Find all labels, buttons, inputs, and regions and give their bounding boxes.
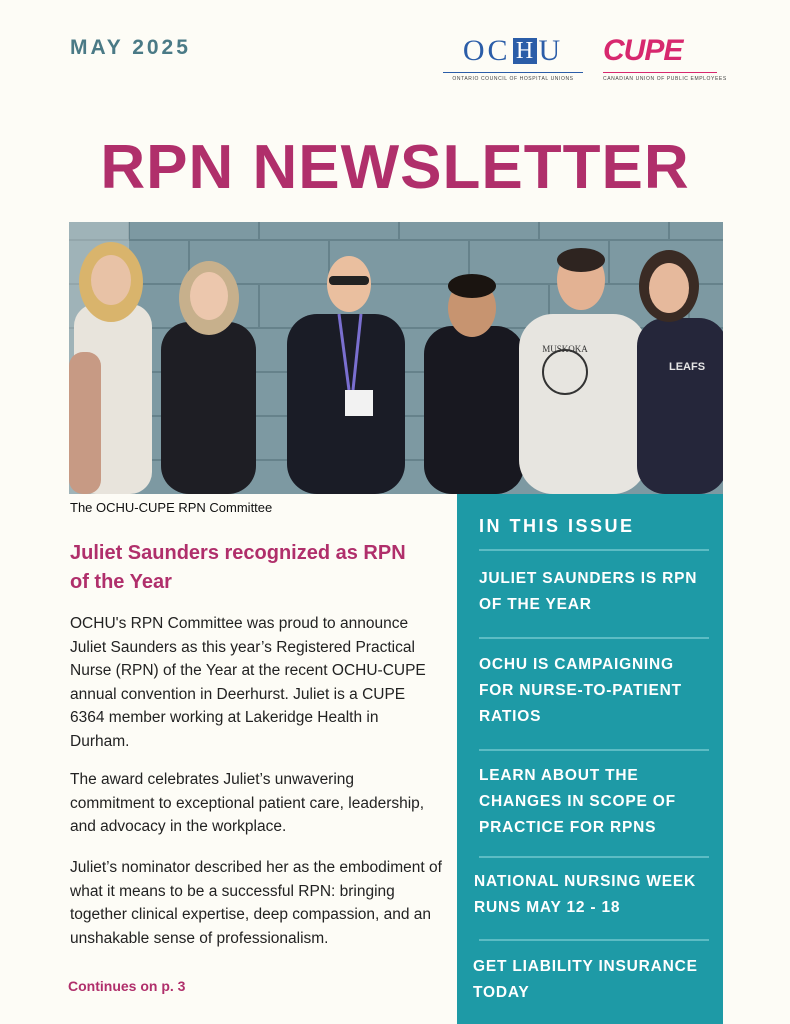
ochu-text-box: H	[513, 38, 537, 64]
sidebar-item-nurse-ratios[interactable]: OCHU IS CAMPAIGNING FOR NURSE-TO-PATIENT RATIOS	[479, 656, 682, 725]
leafs-shirt-text: LEAFS	[669, 361, 706, 373]
ochu-logo	[443, 34, 583, 82]
cupe-subtitle: CANADIAN UNION OF PUBLIC EMPLOYEES	[603, 76, 727, 82]
in-this-issue-sidebar	[457, 494, 723, 1024]
sidebar-item-scope-of-practice[interactable]: LEARN ABOUT THE CHANGES IN SCOPE OF PRACTICE FOR RPNS	[479, 767, 676, 836]
article-paragraph-3: Juliet’s nominator described her as the embodiment of what it means to be a successful RPN: bringing together clinical expertise, deep compassion, and an unshakable sense of professionalism.	[70, 859, 442, 947]
sidebar-item-rpn-of-year[interactable]: JULIET SAUNDERS IS RPN OF THE YEAR	[479, 570, 698, 613]
sidebar-title: IN THIS ISSUE	[479, 516, 635, 536]
sidebar-divider	[479, 749, 709, 751]
newsletter-title: RPN NEWSLETTER	[100, 133, 690, 202]
continues-link[interactable]: Continues on p. 3	[68, 978, 186, 994]
sidebar-divider	[479, 939, 709, 941]
sidebar-item-nursing-week[interactable]: NATIONAL NURSING WEEK RUNS MAY 12 - 18	[474, 873, 697, 916]
ochu-logo-rule	[443, 72, 583, 73]
committee-photo-illustration	[69, 222, 723, 494]
article-paragraph-1: OCHU's RPN Committee was proud to announce Juliet Saunders as this year’s Registered Practical Nurse (RPN) of the Year at the recent OCHU-CUPE annual convention in Deerhurst. Juliet is a CUPE 6364 member working at Lakeridge Health in Durham.	[70, 615, 426, 750]
cupe-logo-rule	[603, 72, 717, 73]
ochu-text-pre: OC	[462, 34, 511, 67]
article-headline: Juliet Saunders recognized as RPN of the Year	[70, 542, 406, 593]
sidebar-divider	[479, 856, 709, 858]
article-paragraph-2: The award celebrates Juliet’s unwavering commitment to exceptional patient care, leadership, and advocacy in the workplace.	[70, 771, 425, 835]
sidebar-divider	[479, 549, 709, 551]
sidebar-item-liability-insurance[interactable]: GET LIABILITY INSURANCE TODAY	[473, 958, 698, 1001]
ochu-subtitle: ONTARIO COUNCIL OF HOSPITAL UNIONS	[452, 76, 574, 82]
cupe-logo	[603, 34, 727, 82]
cupe-wordmark: CUPE	[603, 34, 683, 67]
issue-date: MAY 2025	[70, 36, 191, 59]
muskoka-shirt-text: MUSKOKA	[542, 344, 588, 354]
ochu-wordmark	[443, 34, 583, 68]
committee-photo	[69, 222, 723, 494]
sidebar-divider	[479, 637, 709, 639]
photo-caption: The OCHU-CUPE RPN Committee	[70, 500, 273, 515]
ochu-text-post: U	[538, 34, 564, 67]
